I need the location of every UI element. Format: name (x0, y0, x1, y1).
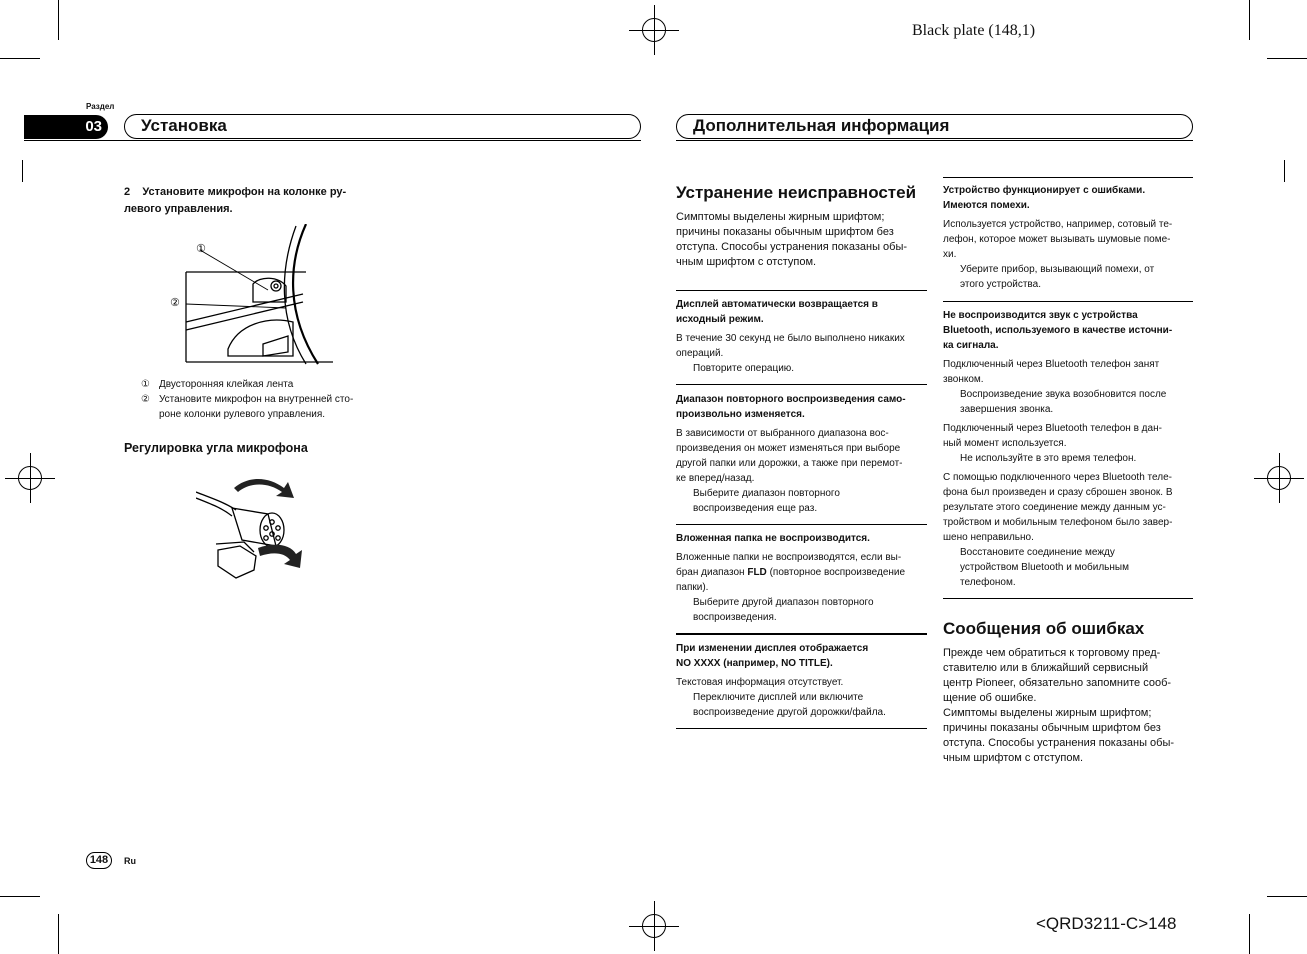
error-messages-title: Сообщения об ошибках (943, 619, 1145, 638)
symptom-block: Диапазон повторного воспроизведения само- произвольно изменяется. В зависимости от выбранного диапазона вос- произведения он может изменяться при выборе другой папки или дорожки, а также при перемот- ке вперед/назад. Выберите диапазон повторного воспроизведения еще раз. (676, 394, 906, 514)
callout-1: ① (196, 242, 206, 255)
language-code: Ru (124, 856, 136, 866)
left-header: Установка (124, 114, 641, 139)
divider (676, 633, 927, 635)
step-text: Установите микрофон на колонке ру- (142, 186, 347, 198)
document-code: <QRD3211-C>148 (1036, 914, 1177, 933)
symptom-block: Не воспроизводится звук с устройства Bluetooth, используемого в качестве источни- ка сигнала. Подключенный через Bluetooth телефон занят звонком. Воспроизведение звука возобновится после завершения звонка. Подключенный через Bluetooth телефон в дан- ный момент используется. Не используйте в это время телефон. С помощью подключенного через Bluetooth теле- фона был произведен и сразу сброшен звонок. В результате этого соединение между данным ус- тройством и мобильным телефоном было завер- шено неправильно. Восстановите соединение между устройством Bluetooth и мобильным телефоном. (943, 310, 1173, 588)
crop-mark (1284, 160, 1285, 182)
crop-mark (1267, 896, 1307, 897)
registration-mark-icon (642, 914, 666, 938)
plate-label: Black plate (148,1) (912, 22, 1036, 39)
right-header: Дополнительная информация (676, 114, 1193, 139)
crop-mark (1249, 0, 1250, 40)
figure-legend (141, 377, 381, 422)
divider (943, 598, 1193, 599)
step-2 (124, 184, 374, 218)
legend-number: ① (141, 379, 150, 390)
divider (676, 290, 927, 291)
section-number-tab: 03 (24, 115, 108, 139)
legend-text: Двусторонняя клейкая лента (159, 379, 294, 390)
legend-item (141, 407, 381, 422)
troubleshooting-title: Устранение неисправностей (676, 183, 917, 202)
divider (943, 177, 1193, 178)
header-underline (24, 140, 641, 141)
divider (943, 301, 1193, 302)
crop-mark (0, 896, 40, 897)
error-messages-intro: Прежде чем обратиться к торговому пред- ставителю или в ближайший сервисный центр Pioneer, обязательно запомните сооб- щение об ошибке. Симптомы выделены жирным шрифтом; причины показаны обычным шрифтом без отступа. Способы устранения показаны обы- чным шрифтом с отступом. (943, 647, 1175, 764)
crop-mark (1249, 914, 1250, 954)
step-line (124, 184, 374, 201)
header-underline (676, 140, 1193, 141)
registration-mark-icon (1267, 466, 1291, 490)
step-text: левого управления. (124, 203, 233, 215)
crop-mark (1267, 58, 1307, 59)
troubleshooting-intro: Симптомы выделены жирным шрифтом; причины показаны обычным шрифтом без отступа. Способы устранения показаны обы- чным шрифтом с отступом. (676, 211, 908, 268)
divider (676, 728, 927, 729)
symptom-block: Устройство функционирует с ошибками. Имеются помехи. Используется устройство, например, сотовый те- лефон, которое может вызывать шумовые поме- хи. Уберите прибор, вызывающий помехи, от этого устройства. (943, 185, 1173, 290)
divider (676, 524, 927, 525)
legend-item (141, 377, 381, 392)
section-label: Раздел (86, 102, 115, 111)
subheading-mic-angle: Регулировка угла микрофона (124, 441, 308, 455)
step-number: 2 (124, 186, 131, 198)
crop-mark (58, 914, 59, 954)
registration-mark-icon (642, 18, 666, 42)
crop-mark (58, 0, 59, 40)
registration-mark-icon (18, 466, 42, 490)
symptom-block: При изменении дисплея отображается NO XXXX (например, NO TITLE). Текстовая информация отсутствует. Переключите дисплей или включите воспроизведение другой дорожки/файла. (676, 643, 886, 718)
steering-column-illustration (168, 224, 333, 366)
legend-item (141, 392, 381, 407)
legend-text: Установите микрофон на внутренней сто- (159, 394, 354, 405)
crop-mark (0, 58, 40, 59)
page-number: 148 (86, 852, 112, 869)
symptom-block: Дисплей автоматически возвращается в исходный режим. В течение 30 секунд не было выполнено никаких операций. Повторите операцию. (676, 299, 905, 374)
legend-number: ② (141, 394, 150, 405)
microphone-angle-illustration (196, 470, 308, 582)
callout-2: ② (170, 296, 180, 309)
crop-mark (22, 160, 23, 182)
legend-text: роне колонки рулевого управления. (159, 409, 326, 420)
divider (676, 384, 927, 385)
symptom-block: Вложенная папка не воспроизводится. Вложенные папки не воспроизводятся, если вы- бран диапазон FLD (повторное воспроизведение папки). Выберите другой диапазон повторного воспроизведения. (676, 533, 906, 623)
